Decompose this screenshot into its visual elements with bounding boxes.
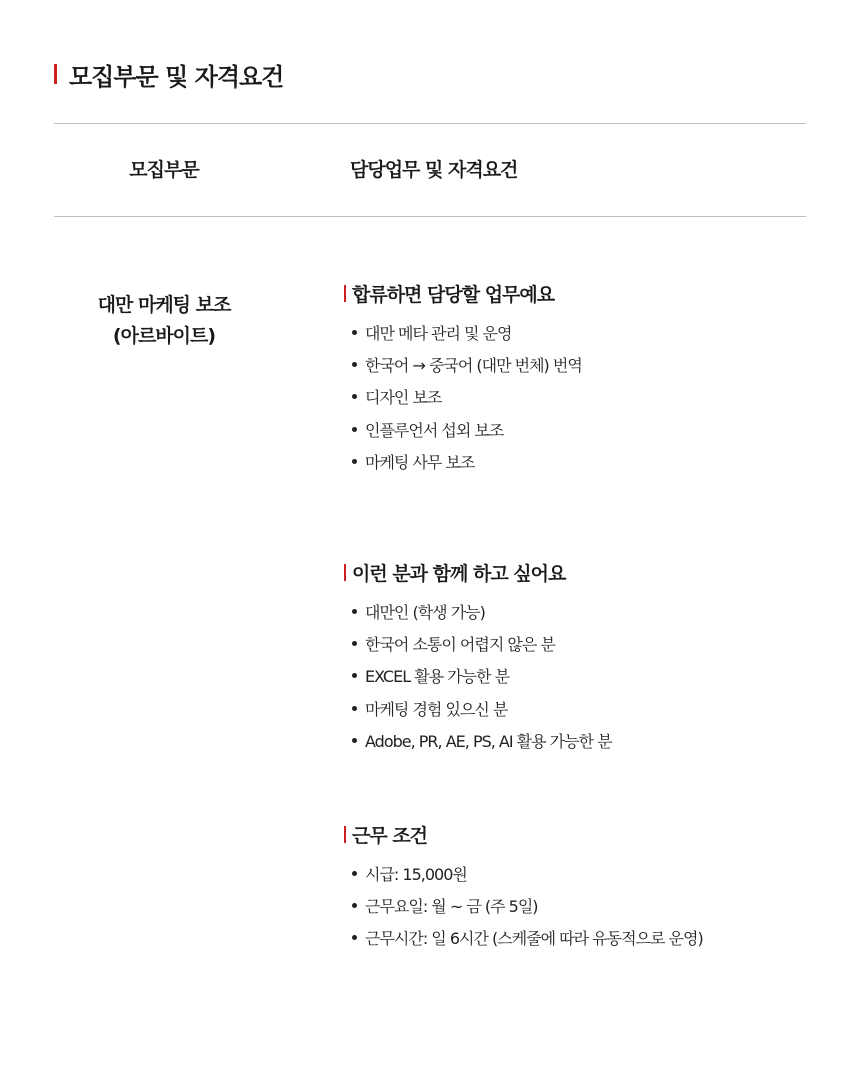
list-item-text: 대만인 (학생 가능) [365,602,485,622]
list-item-text: 한국어 소통이 어렵지 않은 분 [365,635,555,655]
position-name-line2: (아르바이트) [112,325,216,347]
section-accent-bar [344,826,346,843]
section-heading [344,819,703,849]
section-accent-bar [344,564,346,581]
list-item-text: 근무시간: 일 6시간 (스케줄에 따라 유동적으로 운영) [365,929,703,949]
column-header-position: 모집부문 [129,159,199,181]
section-heading [344,557,612,587]
position-name-line1: 대만 마케팅 보조 [97,294,231,316]
bullet-dot-icon [352,706,357,711]
list-item-text: 근무요일: 월 ~ 금 (주 5일) [365,897,538,917]
bullet-dot-icon [352,903,357,908]
section-heading-text: 근무 조건 [352,824,428,847]
section-qualifications [344,557,612,757]
bullet-dot-icon [352,330,357,335]
list-item-text: EXCEL 활용 가능한 분 [365,667,510,687]
list-item [344,889,703,921]
bullet-dot-icon [352,673,357,678]
section-heading [344,278,582,308]
duties-list [344,316,582,478]
list-item [344,381,582,413]
section-heading-text: 이런 분과 함께 하고 싶어요 [352,562,566,585]
qualifications-list [344,595,612,757]
column-header-duties: 담당업무 및 자격요건 [350,159,518,181]
bullet-dot-icon [352,609,357,614]
bullet-dot-icon [352,459,357,464]
list-item [344,692,612,724]
list-item [344,446,582,478]
list-item [344,348,582,380]
list-item [344,413,582,445]
list-item [344,627,612,659]
list-item-text: 인플루언서 섭외 보조 [365,420,504,440]
list-item-text: 대만 메타 관리 및 운영 [365,323,512,343]
list-item-text: 디자인 보조 [365,388,442,408]
bullet-dot-icon [352,641,357,646]
list-item-text: 마케팅 경험 있으신 분 [365,699,508,719]
bullet-dot-icon [352,394,357,399]
section-duties [344,278,582,478]
position-name [54,290,274,352]
list-item-text: 마케팅 사무 보조 [365,453,475,473]
list-item [344,660,612,692]
bullet-dot-icon [352,738,357,743]
header-divider-bottom [54,216,806,217]
list-item-text: 시급: 15,000원 [365,864,467,884]
section-heading-text: 합류하면 담당할 업무예요 [352,283,555,306]
section-accent-bar [344,285,346,302]
list-item-text: Adobe, PR, AE, PS, AI 활용 가능한 분 [365,732,612,752]
header-divider-top [54,123,806,124]
section-conditions [344,819,703,954]
bullet-dot-icon [352,935,357,940]
list-item [344,316,582,348]
list-item [344,922,703,954]
conditions-list [344,857,703,954]
list-item [344,857,703,889]
page-title-text: 모집부문 및 자격요건 [69,62,284,91]
list-item [344,725,612,757]
bullet-dot-icon [352,427,357,432]
title-accent-bar [54,64,57,84]
list-item [344,595,612,627]
bullet-dot-icon [352,871,357,876]
list-item-text: 한국어 → 중국어 (대만 번체) 번역 [365,356,582,376]
page-title [54,56,283,92]
bullet-dot-icon [352,362,357,367]
